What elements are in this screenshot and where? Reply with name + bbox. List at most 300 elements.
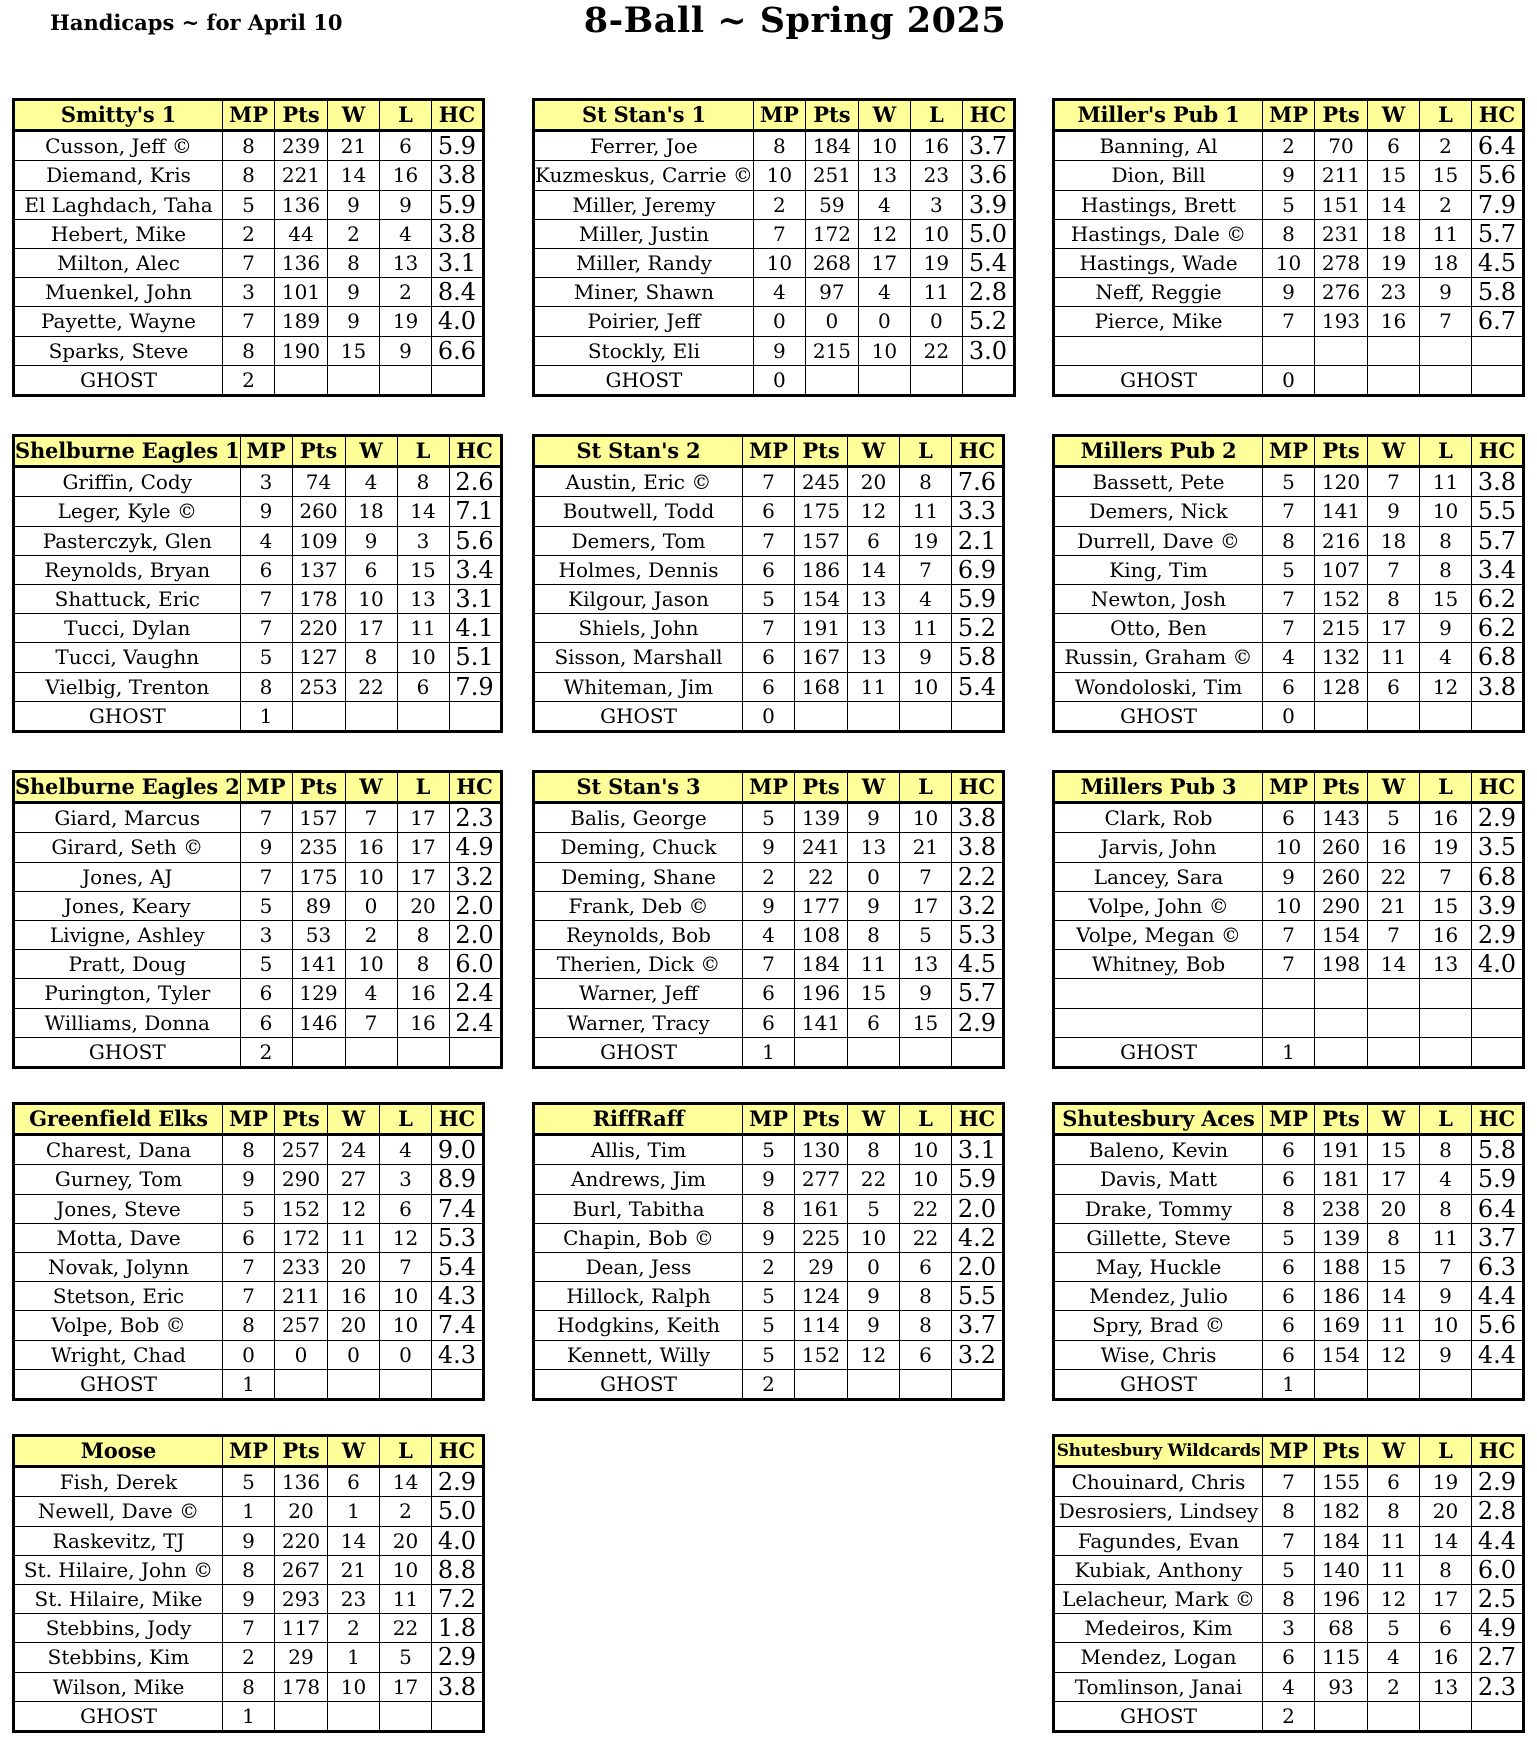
stat-hc: 7.9 <box>1472 190 1524 219</box>
stat-w: 21 <box>328 1555 380 1584</box>
stat-w: 17 <box>1368 1165 1420 1194</box>
stat-hc: 2.3 <box>449 803 501 833</box>
stat-w <box>1368 979 1420 1008</box>
stat-pts: 175 <box>292 862 345 891</box>
stat-w: 10 <box>848 1223 900 1252</box>
stat-w: 9 <box>328 190 380 219</box>
stat-w: 13 <box>848 643 900 672</box>
player-name: Medeiros, Kim <box>1054 1614 1263 1643</box>
stat-hc: 7.4 <box>432 1311 484 1340</box>
stat-mp: 7 <box>1263 307 1315 336</box>
player-row <box>534 614 1004 643</box>
player-name: Kilgour, Jason <box>534 584 743 613</box>
stat-hc <box>1472 1037 1524 1067</box>
stat-hc: 2.9 <box>432 1643 484 1672</box>
stat-pts: 161 <box>795 1194 848 1223</box>
player-name: Davis, Matt <box>1054 1165 1263 1194</box>
stat-pts: 257 <box>275 1135 328 1165</box>
stat-mp: 3 <box>240 920 292 949</box>
stat-w <box>1368 1701 1420 1731</box>
team-name: Miller's Pub 1 <box>1054 100 1263 131</box>
team-header-row <box>14 1104 484 1135</box>
stat-hc: 5.1 <box>449 643 501 672</box>
player-name: Vielbig, Trenton <box>14 672 241 701</box>
column-header-hc: HC <box>1472 1436 1524 1467</box>
player-row <box>14 1165 484 1194</box>
stat-pts: 186 <box>795 555 848 584</box>
stat-w: 12 <box>1368 1340 1420 1369</box>
stat-hc: 5.9 <box>1472 1165 1524 1194</box>
stat-pts: 196 <box>795 979 848 1008</box>
stat-w: 11 <box>1368 1555 1420 1584</box>
player-row <box>1054 891 1524 920</box>
stat-mp: 9 <box>743 1223 795 1252</box>
stat-pts: 216 <box>1315 526 1368 555</box>
stat-l: 3 <box>910 190 962 219</box>
player-name: Burl, Tabitha <box>534 1194 743 1223</box>
column-header-w: W <box>1368 1436 1420 1467</box>
stat-mp: 9 <box>223 1165 275 1194</box>
player-name: Shattuck, Eric <box>14 584 241 613</box>
ghost-row <box>534 365 1015 395</box>
stat-mp: 5 <box>743 803 795 833</box>
stat-l: 8 <box>1420 555 1472 584</box>
player-name: Mendez, Julio <box>1054 1282 1263 1311</box>
stat-l <box>1420 979 1472 1008</box>
player-row <box>14 891 502 920</box>
stat-hc: 5.9 <box>952 584 1004 613</box>
stat-mp: 8 <box>223 336 275 365</box>
team-name: Millers Pub 2 <box>1054 436 1263 467</box>
stat-w: 14 <box>1368 950 1420 979</box>
player-name: Balis, George <box>534 803 743 833</box>
player-name: Mendez, Logan <box>1054 1643 1263 1672</box>
stat-mp: 1 <box>1263 1369 1315 1399</box>
stat-w: 21 <box>328 131 380 161</box>
stat-mp: 7 <box>753 219 805 248</box>
column-header-mp: MP <box>1263 1436 1315 1467</box>
player-name: GHOST <box>534 1369 743 1399</box>
stat-hc: 3.1 <box>449 584 501 613</box>
player-row <box>14 307 484 336</box>
column-header-pts: Pts <box>1315 1104 1368 1135</box>
player-name: Leger, Kyle © <box>14 497 241 526</box>
stat-l: 8 <box>900 467 952 497</box>
stat-pts: 167 <box>795 643 848 672</box>
stat-pts: 178 <box>292 584 345 613</box>
stat-mp: 6 <box>743 497 795 526</box>
player-name: Deming, Shane <box>534 862 743 891</box>
stat-pts: 115 <box>1315 1643 1368 1672</box>
player-row <box>1054 862 1524 891</box>
player-name: May, Huckle <box>1054 1252 1263 1281</box>
player-row <box>14 1526 484 1555</box>
stat-w: 12 <box>328 1194 380 1223</box>
stat-mp: 6 <box>1263 1165 1315 1194</box>
stat-hc: 4.5 <box>1472 248 1524 277</box>
player-name: Neff, Reggie <box>1054 278 1263 307</box>
stat-mp: 8 <box>223 1311 275 1340</box>
stat-l: 17 <box>397 833 449 862</box>
stat-mp: 5 <box>1263 190 1315 219</box>
stat-w: 16 <box>1368 833 1420 862</box>
player-row <box>14 131 484 161</box>
column-header-l: L <box>1420 1104 1472 1135</box>
player-row <box>1054 979 1524 1008</box>
stat-pts <box>292 701 345 731</box>
stat-mp: 7 <box>240 614 292 643</box>
stat-pts: 184 <box>1315 1526 1368 1555</box>
stat-l: 2 <box>1420 131 1472 161</box>
stat-hc: 3.9 <box>1472 891 1524 920</box>
stat-pts: 68 <box>1315 1614 1368 1643</box>
stat-mp: 5 <box>743 1282 795 1311</box>
stat-hc: 3.8 <box>432 161 484 190</box>
stat-pts: 184 <box>805 131 858 161</box>
column-header-hc: HC <box>1472 772 1524 803</box>
player-name: Miller, Jeremy <box>534 190 754 219</box>
stat-mp: 6 <box>1263 672 1315 701</box>
stat-w: 23 <box>1368 278 1420 307</box>
stat-pts: 141 <box>292 950 345 979</box>
team-header-row <box>534 436 1004 467</box>
stat-l: 3 <box>397 526 449 555</box>
stat-hc: 3.3 <box>952 497 1004 526</box>
stat-l <box>900 1037 952 1067</box>
stat-pts: 241 <box>795 833 848 862</box>
player-row <box>14 979 502 1008</box>
stat-mp: 8 <box>743 1194 795 1223</box>
stat-pts: 211 <box>275 1282 328 1311</box>
stat-w: 11 <box>328 1223 380 1252</box>
player-name: Hebert, Mike <box>14 219 223 248</box>
player-name: GHOST <box>14 1701 223 1731</box>
stat-hc: 3.4 <box>1472 555 1524 584</box>
stat-l <box>397 701 449 731</box>
stat-pts: 191 <box>1315 1135 1368 1165</box>
player-name: Deming, Chuck <box>534 833 743 862</box>
stat-l: 9 <box>900 643 952 672</box>
stat-pts: 140 <box>1315 1555 1368 1584</box>
stat-w: 9 <box>1368 497 1420 526</box>
stat-mp: 8 <box>223 161 275 190</box>
team-name: St Stan's 1 <box>534 100 754 131</box>
stat-hc: 2.9 <box>952 1008 1004 1037</box>
ghost-row <box>14 701 502 731</box>
column-header-l: L <box>900 772 952 803</box>
stat-pts <box>275 1701 328 1731</box>
column-header-w: W <box>1368 100 1420 131</box>
column-header-l: L <box>1420 436 1472 467</box>
player-name: Drake, Tommy <box>1054 1194 1263 1223</box>
stat-l: 13 <box>1420 1672 1472 1701</box>
stat-hc: 5.0 <box>962 219 1014 248</box>
column-header-hc: HC <box>432 1436 484 1467</box>
stat-hc: 1.8 <box>432 1614 484 1643</box>
stat-pts: 215 <box>805 336 858 365</box>
stat-w: 8 <box>328 248 380 277</box>
ghost-row <box>534 1369 1004 1399</box>
player-row <box>14 1467 484 1497</box>
stat-hc: 4.4 <box>1472 1282 1524 1311</box>
stat-hc: 7.9 <box>449 672 501 701</box>
player-name: GHOST <box>534 701 743 731</box>
stat-l: 16 <box>397 1008 449 1037</box>
stat-hc: 3.8 <box>432 219 484 248</box>
team-header-row <box>14 436 502 467</box>
player-name: Hastings, Dale © <box>1054 219 1263 248</box>
stat-hc: 3.8 <box>952 833 1004 862</box>
stat-l: 13 <box>380 248 432 277</box>
stat-pts: 260 <box>1315 833 1368 862</box>
stat-pts: 221 <box>275 161 328 190</box>
player-row <box>1054 803 1524 833</box>
stat-w: 4 <box>858 278 910 307</box>
player-name: Bassett, Pete <box>1054 467 1263 497</box>
ghost-row <box>1054 701 1524 731</box>
stat-l: 6 <box>900 1340 952 1369</box>
stat-hc <box>432 365 484 395</box>
stat-hc <box>952 701 1004 731</box>
team-name: Shelburne Eagles 2 <box>14 772 241 803</box>
stat-hc: 6.8 <box>1472 643 1524 672</box>
ghost-row <box>1054 1701 1524 1731</box>
stat-w: 14 <box>848 555 900 584</box>
player-name: Miller, Justin <box>534 219 754 248</box>
column-header-mp: MP <box>1263 772 1315 803</box>
stat-w: 5 <box>848 1194 900 1223</box>
player-name: GHOST <box>1054 365 1263 395</box>
player-name: Diemand, Kris <box>14 161 223 190</box>
player-name: GHOST <box>14 1369 223 1399</box>
stat-hc <box>1472 979 1524 1008</box>
stat-w: 8 <box>848 1135 900 1165</box>
stat-pts: 129 <box>292 979 345 1008</box>
stat-l: 15 <box>1420 161 1472 190</box>
stat-l: 17 <box>380 1672 432 1701</box>
player-row <box>534 584 1004 613</box>
stat-mp: 9 <box>753 336 805 365</box>
stat-hc <box>1472 1008 1524 1037</box>
player-name: Whiteman, Jim <box>534 672 743 701</box>
stat-w: 6 <box>1368 131 1420 161</box>
player-name: Volpe, Megan © <box>1054 920 1263 949</box>
player-row <box>14 862 502 891</box>
stat-l: 7 <box>1420 1252 1472 1281</box>
player-name: Payette, Wayne <box>14 307 223 336</box>
stat-hc: 4.0 <box>1472 950 1524 979</box>
stat-w <box>858 365 910 395</box>
stat-l <box>1420 336 1472 365</box>
stat-w: 15 <box>1368 1252 1420 1281</box>
player-name: Lelacheur, Mark © <box>1054 1584 1263 1613</box>
ghost-row <box>1054 365 1524 395</box>
stat-hc: 4.3 <box>432 1282 484 1311</box>
stat-w: 22 <box>1368 862 1420 891</box>
player-row <box>14 614 502 643</box>
player-name: Jones, AJ <box>14 862 241 891</box>
player-name: Gurney, Tom <box>14 1165 223 1194</box>
stat-pts: 290 <box>275 1165 328 1194</box>
stat-pts: 114 <box>795 1311 848 1340</box>
stat-w: 2 <box>328 219 380 248</box>
stat-w <box>848 1369 900 1399</box>
stat-w: 6 <box>848 526 900 555</box>
stat-l <box>380 1701 432 1731</box>
player-name: Boutwell, Todd <box>534 497 743 526</box>
stat-mp <box>1263 1008 1315 1037</box>
team-name: Moose <box>14 1436 223 1467</box>
player-row <box>1054 1165 1524 1194</box>
player-name: Cusson, Jeff © <box>14 131 223 161</box>
player-row <box>1054 1497 1524 1526</box>
stat-hc: 3.1 <box>432 248 484 277</box>
stat-mp: 7 <box>1263 1467 1315 1497</box>
player-row <box>1054 1643 1524 1672</box>
player-name: Spry, Brad © <box>1054 1311 1263 1340</box>
stat-l: 17 <box>397 862 449 891</box>
player-row <box>14 219 484 248</box>
column-header-mp: MP <box>743 772 795 803</box>
stat-hc: 3.2 <box>449 862 501 891</box>
stat-w: 11 <box>848 950 900 979</box>
stat-pts: 260 <box>292 497 345 526</box>
player-name: Raskevitz, TJ <box>14 1526 223 1555</box>
stat-hc <box>432 1369 484 1399</box>
stat-mp: 5 <box>223 1467 275 1497</box>
stat-pts: 178 <box>275 1672 328 1701</box>
ghost-row <box>1054 1369 1524 1399</box>
player-row <box>1054 1672 1524 1701</box>
team-header-row <box>534 100 1015 131</box>
column-header-hc: HC <box>1472 1104 1524 1135</box>
ghost-row <box>14 365 484 395</box>
stat-l: 21 <box>900 833 952 862</box>
stat-pts <box>1315 1701 1368 1731</box>
player-row <box>1054 131 1524 161</box>
stat-pts: 107 <box>1315 555 1368 584</box>
player-name: Warner, Tracy <box>534 1008 743 1037</box>
player-name: GHOST <box>1054 701 1263 731</box>
stat-mp: 6 <box>1263 1135 1315 1165</box>
stat-hc: 6.7 <box>1472 307 1524 336</box>
stat-l: 8 <box>397 467 449 497</box>
stat-l <box>1420 1369 1472 1399</box>
stat-mp: 2 <box>753 190 805 219</box>
handicap-date-label: Handicaps ~ for April 10 <box>50 10 343 35</box>
player-name: Williams, Donna <box>14 1008 241 1037</box>
stat-hc <box>1472 365 1524 395</box>
player-row <box>14 803 502 833</box>
stat-pts: 215 <box>1315 614 1368 643</box>
stat-l: 5 <box>380 1643 432 1672</box>
stat-mp: 8 <box>223 1672 275 1701</box>
player-name: Newton, Josh <box>1054 584 1263 613</box>
stat-mp: 9 <box>223 1584 275 1613</box>
stat-mp: 7 <box>743 467 795 497</box>
stat-w: 6 <box>345 555 397 584</box>
stat-mp: 7 <box>1263 1526 1315 1555</box>
stat-pts: 168 <box>795 672 848 701</box>
stat-pts: 109 <box>292 526 345 555</box>
stat-l: 9 <box>380 336 432 365</box>
stat-l: 3 <box>380 1165 432 1194</box>
stat-hc: 3.5 <box>1472 833 1524 862</box>
player-name: Hastings, Wade <box>1054 248 1263 277</box>
stat-mp: 9 <box>223 1526 275 1555</box>
column-header-w: W <box>1368 1104 1420 1135</box>
player-row <box>14 1223 484 1252</box>
stat-mp: 8 <box>1263 526 1315 555</box>
stat-w: 8 <box>848 920 900 949</box>
stat-w: 12 <box>848 497 900 526</box>
stat-w: 2 <box>345 920 397 949</box>
stat-mp: 5 <box>743 584 795 613</box>
stat-mp: 4 <box>240 526 292 555</box>
stat-hc <box>432 1701 484 1731</box>
player-name: Dean, Jess <box>534 1252 743 1281</box>
stat-w: 13 <box>848 584 900 613</box>
stat-l: 20 <box>397 891 449 920</box>
stat-w: 20 <box>328 1311 380 1340</box>
stat-l: 10 <box>380 1311 432 1340</box>
stat-hc: 3.8 <box>952 803 1004 833</box>
column-header-w: W <box>858 100 910 131</box>
stat-hc: 2.5 <box>1472 1584 1524 1613</box>
stat-hc: 6.0 <box>449 950 501 979</box>
stat-pts: 251 <box>805 161 858 190</box>
player-name: Clark, Rob <box>1054 803 1263 833</box>
player-row <box>534 979 1004 1008</box>
player-name: GHOST <box>534 365 754 395</box>
player-name: Livigne, Ashley <box>14 920 241 949</box>
stat-l <box>380 1369 432 1399</box>
stat-hc: 4.0 <box>432 1526 484 1555</box>
stat-hc: 2.6 <box>449 467 501 497</box>
player-name: Purington, Tyler <box>14 979 241 1008</box>
stat-mp: 8 <box>1263 1194 1315 1223</box>
stat-pts: 233 <box>275 1252 328 1281</box>
column-header-mp: MP <box>223 1104 275 1135</box>
player-row <box>14 278 484 307</box>
stat-l: 12 <box>1420 672 1472 701</box>
stat-pts: 169 <box>1315 1311 1368 1340</box>
player-row <box>534 307 1015 336</box>
stat-mp: 9 <box>743 1165 795 1194</box>
stat-hc: 4.9 <box>449 833 501 862</box>
player-row <box>14 1311 484 1340</box>
column-header-l: L <box>380 1104 432 1135</box>
column-header-mp: MP <box>743 1104 795 1135</box>
player-row <box>534 1194 1004 1223</box>
player-row <box>534 833 1004 862</box>
player-name: GHOST <box>1054 1369 1263 1399</box>
stat-l: 19 <box>1420 1467 1472 1497</box>
player-row <box>14 950 502 979</box>
stat-hc: 4.2 <box>952 1223 1004 1252</box>
column-header-pts: Pts <box>1315 436 1368 467</box>
stat-pts: 189 <box>275 307 328 336</box>
stat-mp: 1 <box>223 1369 275 1399</box>
player-row <box>14 467 502 497</box>
stat-w <box>328 1701 380 1731</box>
team-table <box>532 98 1016 397</box>
stat-mp: 2 <box>240 1037 292 1067</box>
stat-w: 18 <box>345 497 397 526</box>
stat-pts: 154 <box>795 584 848 613</box>
team-table <box>1052 1434 1525 1733</box>
player-name: Pasterczyk, Glen <box>14 526 241 555</box>
